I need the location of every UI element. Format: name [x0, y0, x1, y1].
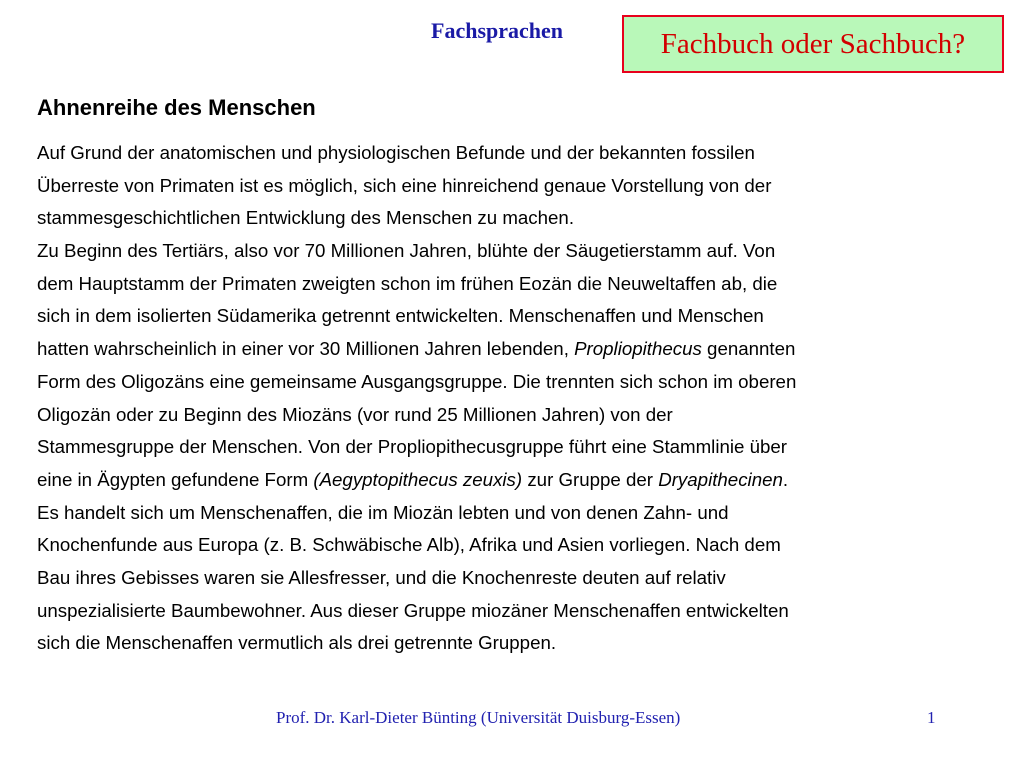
italic-term: (Aegyptopithecus zeuxis) [313, 468, 523, 490]
callout-text: Fachbuch oder Sachbuch? [660, 27, 966, 60]
header-title: Fachsprachen [431, 18, 563, 43]
text-line: dem Hauptstamm der Primaten zweigten schon im frühen Eozän die Neuweltaffen ab, die [37, 272, 778, 294]
text-line: sich die Menschenaffen vermutlich als drei getrennte Gruppen. [37, 632, 557, 654]
text-line: sich in dem isolierten Südamerika getrennt entwickelten. Menschenaffen und Menschen [37, 305, 764, 327]
text-line: Knochenfunde aus Europa (z. B. Schwäbische Alb), Afrika und Asien vorliegen. Nach dem [37, 534, 781, 556]
text-segment: eine in Ägypten gefundene Form [37, 468, 314, 490]
text-line: unspezialisierte Baumbewohner. Aus dieser Gruppe miozäner Menschenaffen entwickelten [37, 599, 789, 621]
text-line: Bau ihres Gebisses waren sie Allesfresser, und die Knochenreste deuten auf relativ [37, 566, 726, 588]
text-line [37, 464, 997, 497]
text-segment: zur Gruppe der [522, 468, 659, 490]
callout-box [622, 15, 1004, 73]
body-text [37, 137, 997, 660]
text-line [37, 333, 997, 366]
section-heading: Ahnenreihe des Menschen [37, 95, 316, 120]
text-line: stammesgeschichtlichen Entwicklung des Menschen zu machen. [37, 207, 575, 229]
text-line: Es handelt sich um Menschenaffen, die im Miozän lebten und von denen Zahn- und [37, 501, 729, 523]
footer-author: Prof. Dr. Karl-Dieter Bünting (Universität Duisburg-Essen) [276, 708, 681, 727]
text-line: Stammesgruppe der Menschen. Von der Propliopithecusgruppe führt eine Stammlinie über [37, 436, 787, 458]
text-line: Oligozän oder zu Beginn des Miozäns (vor rund 25 Millionen Jahren) von der [37, 403, 673, 425]
text-line: Form des Oligozäns eine gemeinsame Ausgangsgruppe. Die trennten sich schon im oberen [37, 370, 797, 392]
text-segment: . [782, 468, 789, 490]
text-segment: genannten [701, 338, 796, 360]
italic-term: Dryapithecinen [658, 468, 783, 490]
text-segment: hatten wahrscheinlich in einer vor 30 Millionen Jahren lebenden, [37, 338, 575, 360]
text-line: Auf Grund der anatomischen und physiologischen Befunde und der bekannten fossilen [37, 142, 755, 163]
page-number: 1 [927, 708, 936, 727]
italic-term: Propliopithecus [574, 338, 702, 360]
text-line: Zu Beginn des Tertiärs, also vor 70 Millionen Jahren, blühte der Säugetierstamm auf. Von [37, 240, 776, 262]
text-line: Überreste von Primaten ist es möglich, sich eine hinreichend genaue Vorstellung von der [37, 174, 772, 196]
